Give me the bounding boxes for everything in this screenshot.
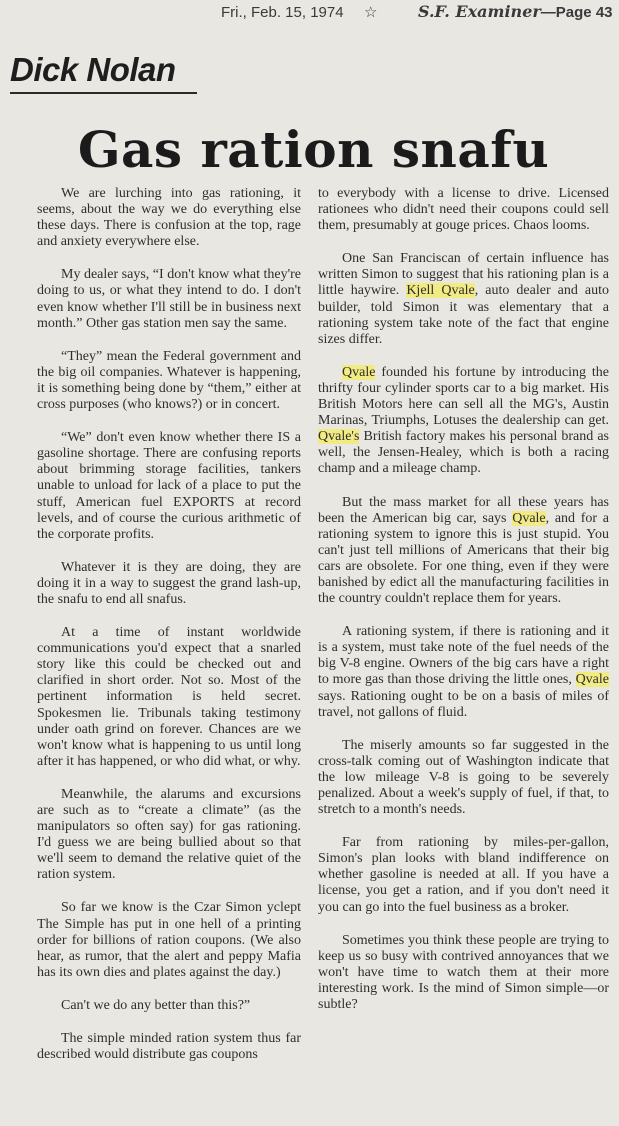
- paragraph-text: “They” mean the Federal government and the big oil companies. Whatever is happening, it is something being done by “them,” either at cross purposes (who knows?) or in concert.: [37, 348, 301, 413]
- left-column: [37, 186, 301, 1080]
- page-number: —Page 43: [540, 4, 613, 21]
- article-paragraph: [318, 933, 609, 1013]
- paragraph-text: , auto dealer and auto builder, told Simon it was elementary that a rationing system take note of the fact that engine sizes differ.: [318, 283, 609, 347]
- paragraph-text: British factory makes his personal brand as well, the Jensen-Healey, which is both a racing champ and a mileage champ.: [318, 429, 609, 477]
- article-paragraph: [318, 251, 609, 348]
- article-paragraph: [37, 349, 301, 413]
- article-paragraph: [318, 495, 609, 608]
- highlighted-name: Kjell Qvale: [406, 283, 475, 299]
- paragraph-text: The simple minded ration system thus far described would distribute gas coupons: [37, 1031, 301, 1063]
- star-icon: ☆: [364, 4, 378, 21]
- article-paragraph: [37, 267, 301, 331]
- article-paragraph: [37, 186, 301, 250]
- paragraph-text: Sometimes you think these people are trying to keep us so busy with contrived annoyances that we won't have time to watch them at their more interesting work. Is the mind of Simon simple—or subtle?: [318, 932, 609, 1013]
- article-paragraph: [37, 430, 301, 543]
- paragraph-text: My dealer says, “I don't know what they're doing to us, or what they intend to do. I don't even know whether I'll still be in business next month.” Other gas station men say the same.: [37, 267, 301, 331]
- right-column: [318, 186, 609, 1030]
- paragraph-text: “We” don't even know whether there IS a gasoline shortage. There are confusing reports about brimming storage facilities, tankers unable to unload for lack of a place to put the stuff, American fuel EXPORTS at record levels, and of course the curious arithmetic of the corporate profits.: [37, 430, 301, 542]
- issue-date: Fri., Feb. 15, 1974: [221, 4, 344, 21]
- article-paragraph: [318, 186, 609, 234]
- paragraph-text: Whatever it is they are doing, they are doing it in a way to suggest the grand lash-up, the snafu to end all snafus.: [37, 559, 301, 607]
- columnist-byline: Dick Nolan: [10, 50, 197, 94]
- page-header: [0, 4, 619, 26]
- article-headline: Gas ration snafu: [77, 120, 550, 179]
- article-paragraph: [37, 900, 301, 980]
- highlighted-name: Qvale's: [318, 429, 360, 445]
- paragraph-text: At a time of instant worldwide communications you'd expect that a snarled story like this could be checked out and clarified in short order. Not so. Most of the pertinent information is held secret. Spokesmen lie. Tribunals taking testimony under oath grind on forever. Chances are we won't know what is happening to us until long after it has happened, or who did what, or why.: [37, 625, 301, 769]
- highlighted-name: Qvale: [342, 364, 376, 380]
- article-paragraph: [37, 560, 301, 608]
- newspaper-title: S.F. Examiner: [418, 2, 541, 21]
- paragraph-text: to everybody with a license to drive. Licensed rationees who didn't need their coupons could sell them, presumably at gouge prices. Chaos looms.: [318, 186, 609, 234]
- paragraph-text: says. Rationing ought to be on a basis of miles of travel, not gallons of fluid.: [318, 688, 609, 720]
- paragraph-text: , and for a rationing system to ignore this is just stupid. You can't just tell millions of Americans that their big cars are obsolete. For one thing, even if they were banished by edict all the manufacturing facilities in the country couldn't replace them for years.: [318, 510, 609, 607]
- paragraph-text: Meanwhile, the alarums and excursions are such as to “create a climate” (as the manipulators so often say) for gas rationing. I'd guess we are being bullied about so that we'll seem to demand the relative quiet of the ration system.: [37, 786, 301, 883]
- paragraph-text: So far we know is the Czar Simon yclept The Simple has put in one hell of a printing order for billions of ration coupons. (We also hear, as rumor, that the alert and peppy Mafia has its own dies and plates against the day.): [37, 900, 301, 980]
- newspaper-name: [418, 2, 613, 21]
- highlighted-name: Qvale: [575, 672, 609, 688]
- article-paragraph: [318, 835, 609, 915]
- paragraph-text: But the mass market for all these years has been the American big car, says: [318, 494, 609, 526]
- article-paragraph: [318, 624, 609, 721]
- highlighted-name: Qvale: [512, 510, 546, 526]
- article-paragraph: [37, 787, 301, 884]
- paragraph-text: Far from rationing by miles-per-gallon, Simon's plan looks with bland indifference on whether gasoline is needed at all. If you have a license, you get a ration, and if you don't need it you can go into the fuel business as a broker.: [318, 835, 609, 915]
- article-paragraph: [318, 738, 609, 818]
- paragraph-text: The miserly amounts so far suggested in the cross-talk coming out of Washington indicate that the low mileage V-8 is going to be severely penalized. About a week's supply of fuel, if that, to stretch to a month's needs.: [318, 737, 609, 818]
- article-paragraph: [37, 998, 301, 1014]
- paragraph-text: One San Franciscan of certain influence has written Simon to suggest that his rationing plan is a little haywire.: [318, 251, 609, 299]
- paragraph-text: A rationing system, if there is rationing and it is a system, must take note of the fuel needs of the big V-8 engine. Owners of the big cars have a right to more gas than those driving the little ones,: [318, 624, 609, 688]
- article-paragraph: [318, 365, 609, 478]
- paragraph-text: We are lurching into gas rationing, it seems, about the way we do everything else these days. There is confusion at the top, rage and anxiety everywhere else.: [37, 186, 301, 250]
- article-paragraph: [37, 1031, 301, 1063]
- article-paragraph: [37, 625, 301, 770]
- paragraph-text: Can't we do any better than this?”: [61, 997, 251, 1013]
- paragraph-text: founded his fortune by introducing the thrifty four cylinder sports car to a big market. His British Motors here can sell all the MG's, Austin Marinas, Triumphs, Lotuses the dealership can get.: [318, 364, 609, 429]
